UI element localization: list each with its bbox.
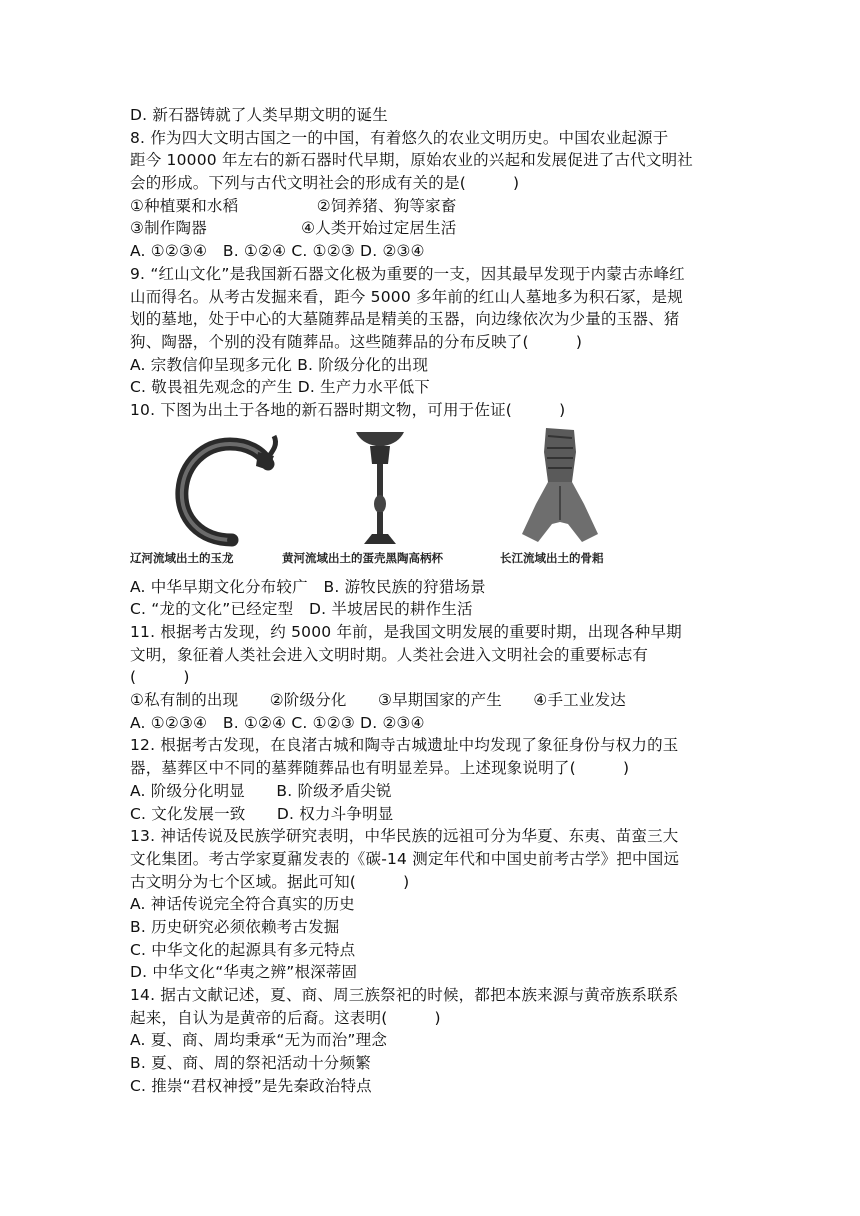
bone-spade-image [510, 424, 610, 548]
text-line: B. 历史研究必须依赖考古发掘 [130, 917, 340, 936]
text-line: 文明，象征着人类社会进入文明时期。人类社会进入文明社会的重要标志有 [130, 645, 649, 664]
text-line: 9. “红山文化”是我国新石器文化极为重要的一支，因其最早发现于内蒙古赤峰红 [130, 264, 685, 283]
text-line: 起来，自认为是黄帝的后裔。这表明( ) [130, 1008, 441, 1027]
jade-dragon-image [170, 430, 280, 548]
text-line: D. 新石器铸就了人类早期文明的诞生 [130, 106, 388, 124]
lines-top [130, 104, 730, 422]
text-line: 13. 神话传说及民族学研究表明，中华民族的远祖可分为华夏、东夷、苗蛮三大 [130, 827, 679, 846]
text-line: C. 敬畏祖先观念的产生 D. 生产力水平低下 [130, 378, 430, 397]
text-line: A. 夏、商、周均秉承“无为而治”理念 [130, 1031, 388, 1050]
text-line: B. 夏、商、周的祭祀活动十分频繁 [130, 1054, 371, 1073]
text-line: A. 神话传说完全符合真实的历史 [130, 895, 355, 914]
text-line: ①私有制的出现 ②阶级分化 ③早期国家的产生 ④手工业发达 [130, 691, 626, 710]
text-line: 10. 下图为出土于各地的新石器时期文物，可用于佐证( ) [130, 400, 566, 419]
text-line: 器，墓葬区中不同的墓葬随葬品也有明显差异。上述现象说明了( ) [130, 759, 630, 778]
stem-cup-image [350, 426, 410, 548]
text-line: A. 阶级分化明显 B. 阶级矛盾尖锐 [130, 781, 392, 800]
lines-bottom [130, 576, 730, 1098]
text-line: A. 宗教信仰呈现多元化 B. 阶级分化的出现 [130, 355, 429, 374]
text-line: 山而得名。从考古发掘来看，距今 5000 多年前的红山人墓地多为积石冢，是规 [130, 287, 683, 306]
exam-page [130, 104, 730, 1097]
text-line: 古文明分为七个区域。据此可知( ) [130, 872, 410, 891]
text-line: 狗、陶器，个别的没有随葬品。这些随葬品的分布反映了( ) [130, 332, 583, 351]
text-line: 11. 根据考古发现，约 5000 年前，是我国文明发展的重要时期，出现各种早期 [130, 623, 682, 641]
text-line: A. 中华早期文化分布较广 B. 游牧民族的狩猎场景 [130, 577, 486, 596]
artifact-figure [130, 426, 730, 576]
text-line: 14. 据古文献记述，夏、商、周三族祭祀的时候，都把本族来源与黄帝族系联系 [130, 986, 679, 1004]
caption-bone-spade: 长江流域出土的骨耜 [500, 550, 604, 565]
text-line: D. 中华文化“华夷之辨”根深蒂固 [130, 963, 358, 982]
caption-stem-cup: 黄河流域出土的蛋壳黑陶高柄杯 [282, 550, 443, 565]
text-line: C. 文化发展一致 D. 权力斗争明显 [130, 804, 394, 823]
text-line: ③制作陶器 ④人类开始过定居生活 [130, 219, 457, 238]
text-line: A. ①②③④ B. ①②④ C. ①②③ D. ②③④ [130, 713, 425, 732]
text-line: C. 推崇“君权神授”是先秦政治特点 [130, 1076, 372, 1095]
text-line: ( ) [130, 668, 190, 687]
caption-jade-dragon: 辽河流域出土的玉龙 [130, 550, 234, 565]
text-line: C. “龙的文化”已经定型 D. 半坡居民的耕作生活 [130, 600, 473, 619]
text-line: 划的墓地，处于中心的大墓随葬品是精美的玉器，向边缘依次为少量的玉器、猪 [130, 310, 680, 329]
text-line: 文化集团。考古学家夏鼐发表的《碳-14 测定年代和中国史前考古学》把中国远 [130, 849, 680, 868]
text-line: 12. 根据考古发现，在良渚古城和陶寺古城遗址中均发现了象征身份与权力的玉 [130, 736, 679, 755]
text-line: C. 中华文化的起源具有多元特点 [130, 940, 356, 959]
text-line: 8. 作为四大文明古国之一的中国，有着悠久的农业文明历史。中国农业起源于 [130, 128, 669, 147]
text-line: A. ①②③④ B. ①②④ C. ①②③ D. ②③④ [130, 242, 425, 261]
text-line: 会的形成。下列与古代文明社会的形成有关的是( ) [130, 174, 520, 193]
text-line: ①种植粟和水稻 ②饲养猪、狗等家畜 [130, 196, 457, 215]
text-line: 距今 10000 年左右的新石器时代早期，原始农业的兴起和发展促进了古代文明社 [130, 151, 693, 170]
